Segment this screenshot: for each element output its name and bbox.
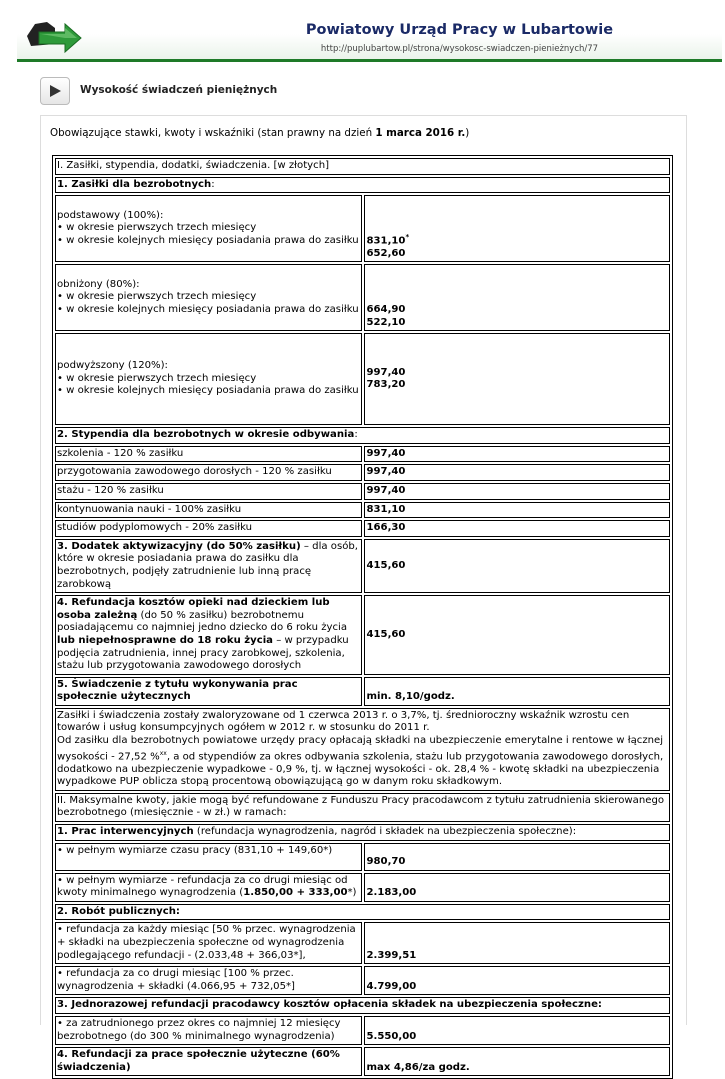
p1-heading: 1. Prac interwencyjnych (refundacja wynagrodzenia, nagród i składek na ubezpieczenia społeczne): [55, 824, 670, 841]
intro-date: 1 marca 2016 r. [375, 127, 466, 139]
section-arrow-button[interactable] [40, 77, 70, 105]
table-row [55, 502, 670, 519]
p1-full-value: 980,70 [364, 843, 671, 871]
p2-b-label: • refundacja za co drugi miesiąc [100 % przec. wynagrodzenia + składki (4.066,95 + 732,05*] [55, 966, 362, 995]
table-row [55, 793, 670, 822]
table-row [55, 195, 670, 262]
podwyzszony-label: podwyższony (120%): • w okresie pierwszych trzech miesięcy • w okresie kolejnych miesięcy posiadania prawa do zasiłku [55, 333, 362, 425]
s5-value: min. 8,10/godz. [364, 677, 671, 706]
podstawowy-label: podstawowy (100%): • w okresie pierwszych trzech miesięcy • w okresie kolejnych miesięcy posiadania prawa do zasiłku [55, 195, 362, 262]
p1-part-value: 2.183,00 [364, 873, 671, 902]
table-row [55, 1047, 670, 1076]
logo-arrow-icon [25, 14, 85, 54]
table-row [55, 427, 670, 444]
p2-a-value: 2.399,51 [364, 922, 671, 964]
table-row [55, 708, 670, 791]
podstawowy-values: 831,10* 652,60 [364, 195, 671, 262]
p4-value: max 4,86/za godz. [364, 1047, 671, 1076]
table-row [55, 464, 670, 481]
s3-label: 3. Dodatek aktywizacyjny (do 50% zasiłku) – dla osób, które w okresie posiadania prawa do zasiłku dla bezrobotnych, podjęły zatrudnienie lub inną pracę zarobkową [55, 539, 362, 593]
p1-part-label: • w pełnym wymiarze - refundacja za co drugi miesiąc od kwoty minimalnego wynagrodzenia (1.850,00 + 333,00*) [55, 873, 362, 902]
table-row [55, 873, 670, 902]
s4-value: 415,60 [364, 595, 671, 675]
stypendium-value: 997,40 [364, 446, 671, 463]
page-url[interactable]: http://puplubartow.pl/strona/wysokosc-swiadczen-pienieżnych/77 [320, 44, 599, 54]
header-rule [17, 59, 722, 62]
table-row [55, 824, 670, 841]
table-row [55, 333, 670, 425]
table-row [55, 1016, 670, 1045]
table-row [55, 922, 670, 964]
s4-label: 4. Refundacja kosztów opieki nad dzieckiem lub osoba zależną (do 50 % zasiłku) bezrobotnemu posiadającemu co najmniej jedno dziecko do 6 roku życia lub niepełnosprawne do 18 roku życia – w przypadku podjęcia zatrudnienia, innej pracy zarobkowej, szkolenia, stażu lub przygotowania zawodowego dorosłych [55, 595, 362, 675]
table-row [55, 966, 670, 995]
obnizony-label: obniżony (80%): • w okresie pierwszych trzech miesięcy • w okresie kolejnych miesięcy posiadania prawa do zasiłku [55, 264, 362, 331]
s2-heading: 2. Stypendia dla bezrobotnych w okresie odbywania: [55, 427, 670, 444]
valorisation-note: Zasiłki i świadczenia zostały zwaloryzowane od 1 czerwca 2013 r. o 3,7%, tj. średnioroczny wskaźnik wzrostu cen towarów i usług konsumpcyjnych ogółem w 2012 r. w stosunku do 2011 r. Od zasiłku dla bezrobotnych powiatowe urzędy pracy opłacają składki na ubezpieczenie emerytalne i rentowe w łącznej wysokości - 27,52 %$^{xx}$, a od stypendiów za okres odbywania szkolenia, stażu lub przygotowania zawodowego dorosłych, dodatkowo na ubezpieczenie wypadkowe - 0,9 %, tj. w łącznej wysokości - ok. 28,4 % - kwotę składki na ubezpieczenia wypadkowe PUP oblicza stopą procentową obowiązującą go w danym roku składkowym. [55, 708, 670, 791]
p4-label: 4. Refundacji za prace społecznie użyteczne (60% świadczenia) [55, 1047, 362, 1076]
table-row [55, 904, 670, 921]
stypendium-label: szkolenia - 120 % zasiłku [55, 446, 362, 463]
podwyzszony-values: 997,40 783,20 [364, 333, 671, 425]
stypendium-value: 831,10 [364, 502, 671, 519]
part2-heading: II. Maksymalne kwoty, jakie mogą być refundowane z Funduszu Pracy pracodawcom z tytułu zatrudnienia skierowanego bezrobotnego (miesięcznie - w zł.) w ramach: [55, 793, 670, 822]
rates-table [52, 155, 673, 1079]
p3-heading: 3. Jednorazowej refundacji pracodawcy kosztów opłacenia składek na ubezpieczenia społeczne: [55, 997, 670, 1014]
intro-text: Obowiązujące stawki, kwoty i wskaźniki (stan prawny na dzień 1 marca 2016 r.) [50, 127, 470, 139]
part1-heading: I. Zasiłki, stypendia, dodatki, świadczenia. [w złotych] [55, 158, 670, 175]
p1-full-label: • w pełnym wymiarze czasu pracy (831,10 + 149,60*) [55, 843, 362, 871]
page-header [17, 0, 722, 62]
table-row [55, 483, 670, 500]
table-row [55, 177, 670, 194]
p2-a-label: • refundacja za każdy miesiąc [50 % przec. wynagrodzenia + składki na ubezpieczenia społeczne od wynagrodzenia podlegającego refundacji - (2.033,48 + 366,03*], [55, 922, 362, 964]
table-row [55, 595, 670, 675]
obnizony-values: 664,90 522,10 [364, 264, 671, 331]
s3-value: 415,60 [364, 539, 671, 593]
stypendium-label: kontynuowania nauki - 100% zasiłku [55, 502, 362, 519]
p3-value: 5.550,00 [364, 1016, 671, 1045]
table-row [55, 997, 670, 1014]
p2-b-value: 4.799,00 [364, 966, 671, 995]
table-row [55, 446, 670, 463]
stypendium-value: 997,40 [364, 483, 671, 500]
table-row [55, 264, 670, 331]
stypendium-value: 166,30 [364, 520, 671, 537]
table-row [55, 539, 670, 593]
p3-label: • za zatrudnionego przez okres co najmniej 12 miesięcy bezrobotnego (do 300 % minimalnego wynagrodzenia) [55, 1016, 362, 1045]
table-row [55, 520, 670, 537]
section-title: Wysokość świadczeń pieniężnych [80, 84, 278, 96]
table-row [55, 677, 670, 706]
play-arrow-icon [47, 83, 63, 99]
p2-heading: 2. Robót publicznych: [55, 904, 670, 921]
table-row [55, 158, 670, 175]
s5-label: 5. Świadczenie z tytułu wykonywania prac społecznie użytecznych [55, 677, 362, 706]
table-row [55, 843, 670, 871]
stypendium-label: stażu - 120 % zasiłku [55, 483, 362, 500]
stypendium-label: studiów podyplomowych - 20% zasiłku [55, 520, 362, 537]
stypendium-value: 997,40 [364, 464, 671, 481]
stypendium-label: przygotowania zawodowego dorosłych - 120 % zasiłku [55, 464, 362, 481]
page-title: Powiatowy Urząd Pracy w Lubartowie [305, 22, 614, 38]
s1-heading: 1. Zasiłki dla bezrobotnych: [55, 177, 670, 194]
